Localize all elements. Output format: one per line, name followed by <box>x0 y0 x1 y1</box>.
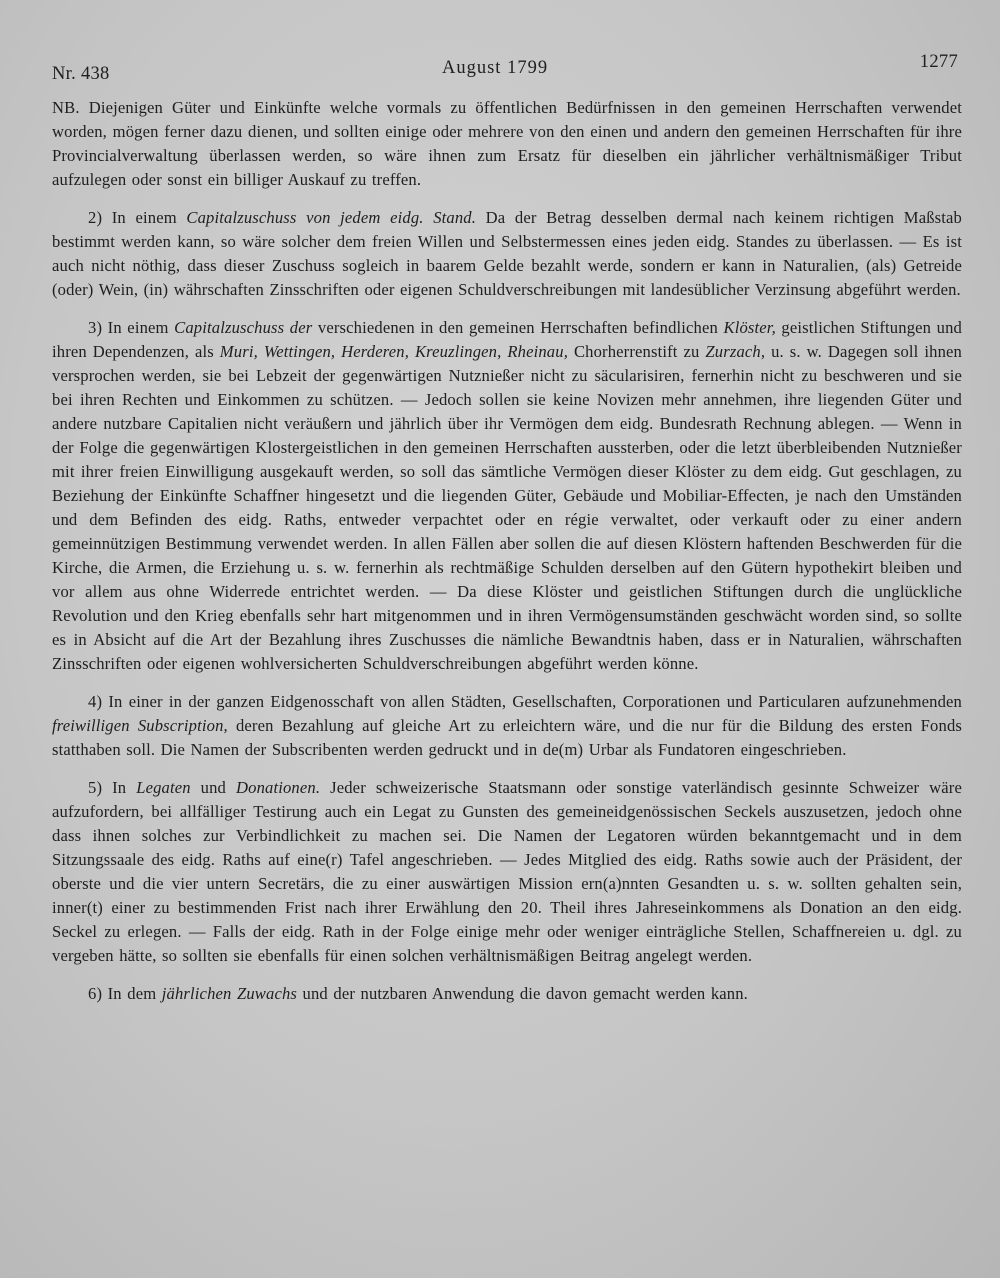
paragraph-text: 5) In <box>88 778 137 797</box>
emphasis-text: Capitalzuschuss der <box>174 318 313 337</box>
paragraph-text: 6) In dem <box>88 984 162 1003</box>
emphasis-text: Muri, Wettingen, Herderen, Kreuzlingen, Rheinau, <box>219 342 568 361</box>
running-head <box>52 52 960 88</box>
paragraph-text: deren Bezahlung auf gleiche Art zu erleichtern wäre, und die nur für die Bildung des ersten Fonds statthaben soll. Die Namen der Subscribenten werden gedruckt und in de(m) Urbar als Fundatoren eingeschrieben. <box>52 716 963 759</box>
document-date: August 1799 <box>442 58 549 78</box>
emphasis-text: freiwilligen Subscription, <box>52 716 228 735</box>
paragraph-text: Chorherrenstift zu <box>568 342 706 361</box>
paragraph-3 <box>52 316 962 676</box>
paragraph-text: verschiedenen in den gemeinen Herrschaften befindlichen <box>312 318 724 337</box>
paragraph-text: geistlichen Stiftungen und ihren Dependenzen, als <box>52 318 962 361</box>
paragraph-2 <box>52 206 962 302</box>
paragraph-text: NB. Diejenigen Güter und Einkünfte welche vormals zu öffentlichen Bedürfnissen in den gemeinen Herrschaften verwendet worden, mögen ferner dazu dienen, und sollten einige oder mehrere von den einen und andern den gemeinen Herrschaften für ihre Provincialverwaltung überlassen werden, so wäre ihnen zum Ersatz für dieselben ein jährlicher verhältnismäßiger Tribut aufzulegen oder sonst ein billiger Auskauf zu treffen. <box>52 98 962 189</box>
emphasis-text: Zurzach, <box>705 342 766 361</box>
emphasis-text: Capitalzuschuss von jedem eidg. Stand. <box>186 208 477 227</box>
document-body <box>52 96 962 1020</box>
emphasis-text: Donationen. <box>235 778 321 797</box>
emphasis-text: jährlichen Zuwachs <box>161 984 298 1003</box>
paragraph-6 <box>52 982 962 1006</box>
emphasis-text: Klöster, <box>723 318 776 337</box>
emphasis-text: Legaten <box>136 778 191 797</box>
page-number: 1277 <box>919 52 958 72</box>
paragraph-text: und <box>190 778 236 797</box>
paragraph-text: Da der Betrag desselben dermal nach keinem richtigen Maßstab bestimmt werden kann, so wäre solcher dem freien Willen und Selbstermessen eines jeden eidg. Standes zu überlassen. — Es ist auch nicht nöthig, dass dieser Zuschuss sogleich in baarem Gelde bezahlt werde, sondern er kann in Naturalien, (als) Getreide (oder) Wein, (in) währschaften Zinsschriften oder eigenen Schuldverschreibungen mit landesüblicher Verzinsung abgeführt werden. <box>52 208 962 299</box>
paragraph-5 <box>52 776 962 968</box>
paragraph-text: 4) In einer in der ganzen Eidgenosschaft von allen Städten, Gesellschaften, Corporationen und Particularen aufzunehmenden <box>88 692 962 711</box>
document-number: Nr. 438 <box>52 64 110 84</box>
paragraph-text: Jeder schweizerische Staatsmann oder sonstige vaterländisch gesinnte Schweizer wäre aufzufordern, bei allfälliger Testirung auch ein Legat zu Gunsten des gemeineidgenössischen Seckels auszusetzen, jedoch ohne dass ihnen solches zur Verbindlichkeit zu machen sei. Die Namen der Legatoren würden bekanntgemacht und in dem Sitzungssaale des eidg. Raths auf eine(r) Tafel angeschrieben. — Jedes Mitglied des eidg. Raths sowie auch der Präsident, der oberste und die vier untern Secretärs, die zu einer auswärtigen Mission ern(a)nnten Gesandten u. s. w. sollten gehalten sein, inner(t) einer zu bestimmenden Frist nach ihrer Erwählung den 20. Theil ihres Jahreseinkommens als Donation an den eidg. Seckel zu erlegen. — Falls der eidg. Rath in der Folge einige mehr oder weniger einträgliche Stellen, Schaffnereien u. dgl. zu vergeben hätte, so sollten sie ebenfalls für einen solchen verhältnismäßigen Beitrag angelegt werden. <box>52 778 962 965</box>
paragraph-text: 3) In einem <box>88 318 175 337</box>
paragraph-text: u. s. w. Dagegen soll ihnen versprochen werden, sie bei Lebzeit der gegenwärtigen Nutznießer nicht zu säcularisiren, fernerhin nicht zu beschweren und sie bei ihren Rechten und Einkommen zu schützen. — Jedoch sollen sie keine Novizen mehr annehmen, ihre liegenden Güter und andere nutzbare Capitalien nicht veräußern und jährlich über ihr Vermögen dem eidg. Bundesrath Rechnung ablegen. — Wenn in der Folge die gegenwärtigen Klostergeistlichen in den gemeinen Herrschaften aussterben, oder die letzt überbleibenden Nutznießer mit ihrer freien Einwilligung ausgekauft werden, so soll das sämtliche Vermögen dieser Klöster zu dem eidg. Gut geschlagen, zu Beziehung der Einkünfte Schaffner hingesetzt und die liegenden Güter, Gebäude und Mobiliar-Effecten, je nach den Umständen und dem Befinden des eidg. Raths, entweder verpachtet oder en régie verwaltet, oder verkauft oder zu einer andern gemeinnützigen Bestimmung verwendet werden. In allen Fällen aber sollen die auf diesen Klöstern haftenden Beschwerden für die Kirche, die Armen, die Erziehung u. s. w. fernerhin als rechtmäßige Schulden derselben auf den Gütern hypothekirt bleiben und vor allem aus ohne Widerrede entrichtet werden. — Da diese Klöster und geistlichen Stiftungen durch die unglückliche Revolution und den Krieg ebenfalls sehr hart mitgenommen und in ihren Vermögensumständen geschwächt worden sind, so sollte es in Absicht auf die Art der Bezahlung ihres Zuschusses die nämliche Bewandtnis haben, dass er in Naturalien, währschaften Zinsschriften oder eigenen wohlversicherten Schuldverschreibungen abgeführt werden könne. <box>52 342 962 673</box>
paragraph-4 <box>52 690 962 762</box>
paragraph-text: und der nutzbaren Anwendung die davon gemacht werden kann. <box>297 984 748 1003</box>
paragraph-text: 2) In einem <box>88 208 187 227</box>
paragraph-nb <box>52 96 962 192</box>
